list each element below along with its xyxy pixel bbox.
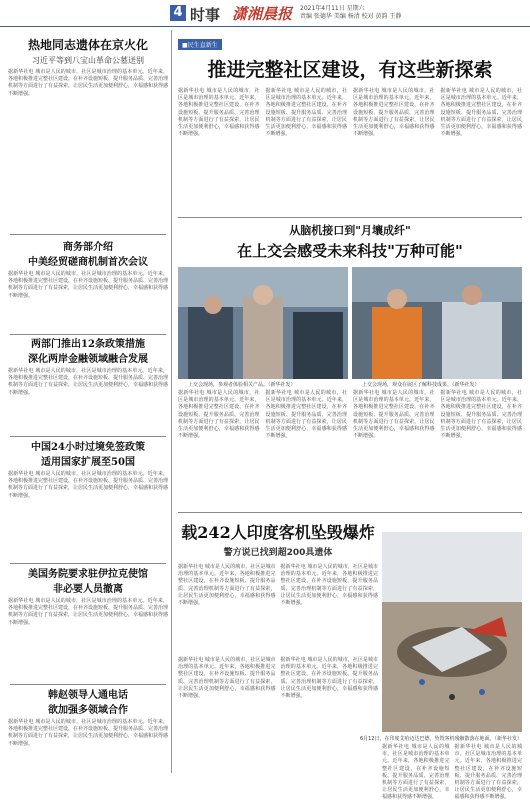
article-cremation <box>8 36 168 199</box>
article-body-col1: 据新华社电 城市是人民的城市，社区是城市治理的基本单元。近年来，各地积极推进完整社区建设，在补齐设施短板、提升服务品质、完善治理机制等方面进行了有益探索，让居民生活更加便利舒心，幸福感和获得感不断增强。 <box>178 88 260 138</box>
issue-info: 2021年4月11日 星期六 责编 张德华 美编 杨清 校对 黄韵 王静 <box>300 5 402 20</box>
article-title-line1: 商务部介绍 <box>63 242 113 253</box>
article-body-col1: 据新华社电 城市是人民的城市，社区是城市治理的基本单元。近年来，各地积极推进完整社区建设，在补齐设施短板、提升服务品质、完善治理机制等方面进行了有益探索，让居民生活更加便利舒心，幸福感和获得感不断增强。 <box>178 657 276 700</box>
headline: 推进完整社区建设，有这些新探索 <box>207 59 493 81</box>
article-body-col3: 据新华社电 城市是人民的城市，社区是城市治理的基本单元。近年来，各地积极推进完整社区建设，在补齐设施短板、提升服务品质、完善治理机制等方面进行了有益探索，让居民生活更加便利舒心，幸福感和获得感不断增强。 <box>353 390 435 440</box>
article-body: 据新华社电 城市是人民的城市，社区是城市治理的基本单元。近年来，各地积极推进完整社区建设，在补齐设施短板、提升服务品质、完善治理机制等方面进行了有益探索，让居民生活更加便利舒心，幸福感和获得感不断增强。 <box>8 368 169 396</box>
column-divider <box>171 30 172 773</box>
crash-body-bottom <box>178 657 378 767</box>
article-body-col1: 据新华社电 城市是人民的城市，社区是城市治理的基本单元。近年来，各地积极推进完整社区建设，在补齐设施短板、提升服务品质、完善治理机制等方面进行了有益探索，让居民生活更加便利舒心，幸福感和获得感不断增强。 <box>178 390 260 440</box>
page-number: 4 <box>170 5 186 21</box>
section-name: 时事 <box>190 6 221 24</box>
article-title-line1: 两部门推出12条政策措施 <box>31 339 145 350</box>
article-body: 据新华社电 城市是人民的城市，社区是城市治理的基本单元。近年来，各地积极推进完整社区建设，在补齐设施短板、提升服务品质、完善治理机制等方面进行了有益探索，让居民生活更加便利舒心，幸福感和获得感不断增强。 <box>8 271 169 299</box>
tech-expo-body <box>178 390 522 505</box>
article-subtitle: 习近平等到八宝山革命公墓送别 <box>32 56 144 65</box>
section-badge: ■民生直新生 <box>178 39 222 50</box>
article-plane-crash <box>178 520 378 644</box>
article-title: 热地同志遗体在京火化 <box>27 38 148 52</box>
expo-photo-2 <box>352 267 522 379</box>
article-title-line2: 深化两岸金融领域融合发展 <box>28 354 148 365</box>
crash-photo <box>382 532 522 732</box>
article-columns <box>178 88 522 200</box>
headline-line1: 从脑机接口到"月壤成纤" <box>289 224 411 237</box>
article-body-col4: 据新华社电 城市是人民的城市，社区是城市治理的基本单元。近年来，各地积极推进完整社区建设，在补齐设施短板、提升服务品质、完善治理机制等方面进行了有益探索，让居民生活更加便利舒心，幸福感和获得感不断增强。 <box>440 88 522 138</box>
article-body-col2: 据新华社电 城市是人民的城市，社区是城市治理的基本单元。近年来，各地积极推进完整社区建设，在补齐设施短板、提升服务品质、完善治理机制等方面进行了有益探索，让居民生活更加便利舒心，幸福感和获得感不断增强。 <box>280 564 378 607</box>
article-body-col2: 据新华社电 城市是人民的城市，社区是城市治理的基本单元。近年来，各地积极推进完整社区建设，在补齐设施短板、提升服务品质、完善治理机制等方面进行了有益探索，让居民生活更加便利舒心，幸福感和获得感不断增强。 <box>280 657 378 700</box>
article-body: 据新华社电 城市是人民的城市，社区是城市治理的基本单元。近年来，各地积极推进完整社区建设，在补齐设施短板、提升服务品质、完善治理机制等方面进行了有益探索，让居民生活更加便利舒心，幸福感和获得感不断增强。 <box>8 69 169 97</box>
article-body: 据新华社电 城市是人民的城市，社区是城市治理的基本单元。近年来，各地积极推进完整社区建设，在补齐设施短板、提升服务品质、完善治理机制等方面进行了有益探索，让居民生活更加便利舒心，幸福感和获得感不断增强。 <box>8 598 169 626</box>
photo-caption-1: 上交会现场，参观者体验相关产品。（新华社发） <box>188 382 296 388</box>
photo-caption-2: 上交会现场，观众在展区了解科技成果。（新华社发） <box>362 382 480 388</box>
article-tech-expo <box>178 222 522 261</box>
expo-photo-1 <box>178 267 348 379</box>
main-column <box>178 32 522 801</box>
crash-body-top <box>178 564 378 644</box>
article-title-line1: 中国24小时过境免签政策 <box>31 442 145 453</box>
article-body-col3: 据新华社电 城市是人民的城市，社区是城市治理的基本单元。近年来，各地积极推进完整社区建设，在补齐设施短板、提升服务品质、完善治理机制等方面进行了有益探索，让居民生活更加便利舒心，幸福感和获得感不断增强。 <box>382 744 450 801</box>
article-body-col4: 据新华社电 城市是人民的城市，社区是城市治理的基本单元。近年来，各地积极推进完整社区建设，在补齐设施短板、提升服务品质、完善治理机制等方面进行了有益探索，让居民生活更加便利舒心，幸福感和获得感不断增强。 <box>440 390 522 440</box>
article-title-line2: 欲加强多领域合作 <box>48 705 128 716</box>
newspaper-logo: 潇湘晨报 <box>232 5 293 23</box>
article-community <box>178 32 522 200</box>
headline-line2: 在上交会感受未来科技"万种可能" <box>237 242 463 260</box>
crash-body-right <box>382 744 522 801</box>
article-title-line2: 非必要人员撤离 <box>53 584 123 595</box>
article-body-col3: 据新华社电 城市是人民的城市，社区是城市治理的基本单元。近年来，各地积极推进完整社区建设，在补齐设施短板、提升服务品质、完善治理机制等方面进行了有益探索，让居民生活更加便利舒心，幸福感和获得感不断增强。 <box>353 88 435 138</box>
left-column <box>8 30 168 770</box>
article-trade-talks <box>8 238 168 341</box>
article-finance <box>8 335 168 443</box>
article-title-line2: 中美经贸磋商机制首次会议 <box>28 257 148 268</box>
article-title-line1: 韩赵领导人通电话 <box>48 690 128 701</box>
article-body-col4: 据新华社电 城市是人民的城市，社区是城市治理的基本单元。近年来，各地积极推进完整社区建设，在补齐设施短板、提升服务品质、完善治理机制等方面进行了有益探索，让居民生活更加便利舒心，幸福感和获得感不断增强。 <box>454 744 522 801</box>
article-title-line2: 适用国家扩展至50国 <box>41 457 135 468</box>
article-title-line1: 美国务院要求驻伊拉克使馆 <box>28 569 148 580</box>
article-visa <box>8 438 168 571</box>
article-korea <box>8 686 168 774</box>
article-body: 据新华社电 城市是人民的城市，社区是城市治理的基本单元。近年来，各地积极推进完整社区建设，在补齐设施短板、提升服务品质、完善治理机制等方面进行了有益探索，让居民生活更加便利舒心，幸福感和获得感不断增强。 <box>8 471 169 499</box>
page-header <box>0 0 530 27</box>
subheadline: 警方说已找到超200具遗体 <box>223 548 333 558</box>
article-embassy <box>8 565 168 688</box>
article-body-col2: 据新华社电 城市是人民的城市，社区是城市治理的基本单元。近年来，各地积极推进完整社区建设，在补齐设施短板、提升服务品质、完善治理机制等方面进行了有益探索，让居民生活更加便利舒心，幸福感和获得感不断增强。 <box>265 88 347 138</box>
article-body: 据新华社电 城市是人民的城市，社区是城市治理的基本单元。近年来，各地积极推进完整社区建设，在补齐设施短板、提升服务品质、完善治理机制等方面进行了有益探索，让居民生活更加便利舒心，幸福感和获得感不断增强。 <box>8 719 169 747</box>
article-body-col2: 据新华社电 城市是人民的城市，社区是城市治理的基本单元。近年来，各地积极推进完整社区建设，在补齐设施短板、提升服务品质、完善治理机制等方面进行了有益探索，让居民生活更加便利舒心，幸福感和获得感不断增强。 <box>265 390 347 440</box>
photo-caption-3: 6月12日，在印度艾哈迈达巴德，坠毁客机残骸散落在地面。（新华社发） <box>359 736 522 742</box>
article-body-col1: 据新华社电 城市是人民的城市，社区是城市治理的基本单元。近年来，各地积极推进完整社区建设，在补齐设施短板、提升服务品质、完善治理机制等方面进行了有益探索，让居民生活更加便利舒心，幸福感和获得感不断增强。 <box>178 564 276 607</box>
headline: 载242人印度客机坠毁爆炸 <box>181 523 375 542</box>
